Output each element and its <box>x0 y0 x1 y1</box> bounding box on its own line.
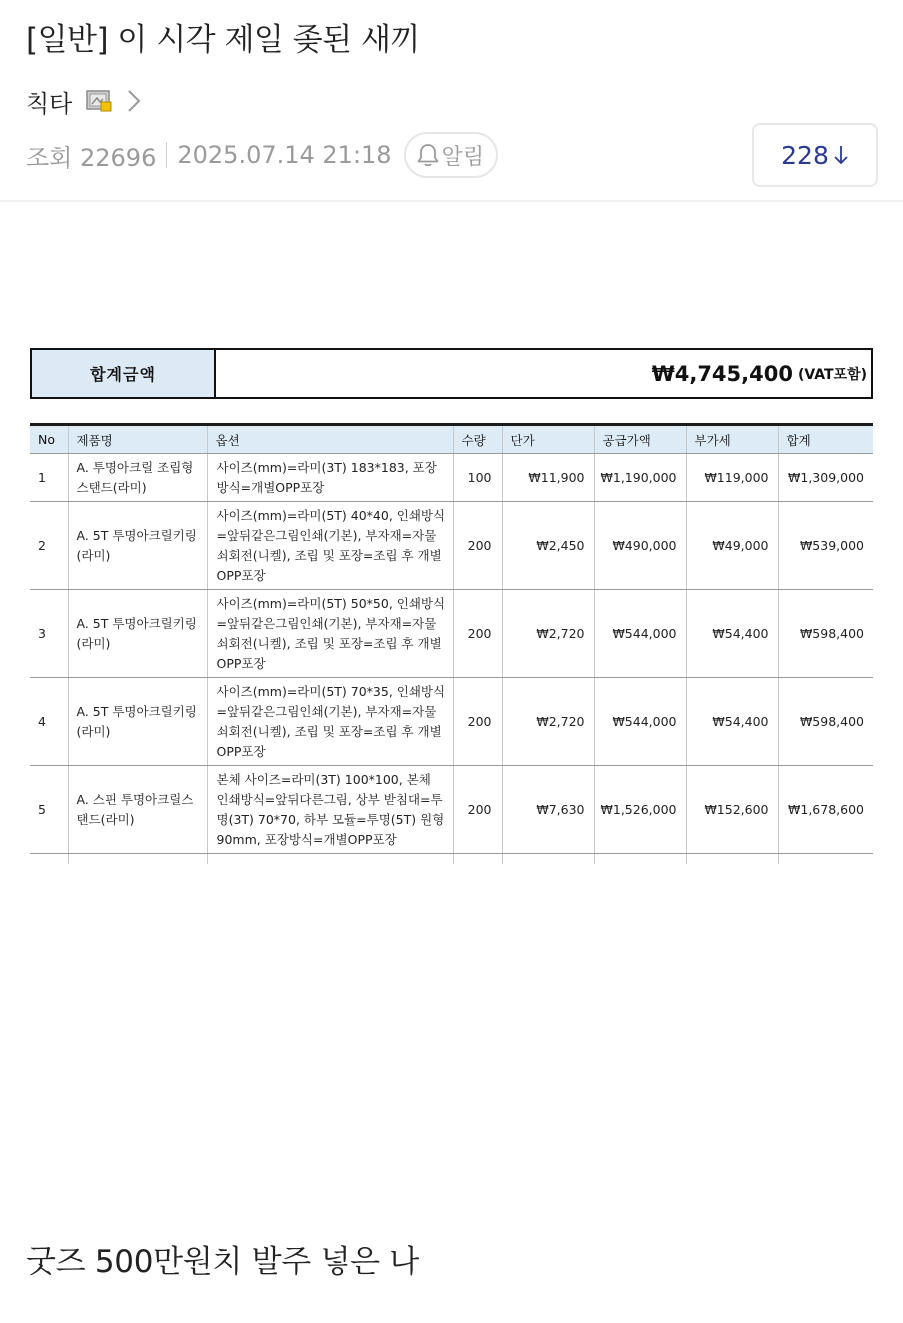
cell-total: ₩598,400 <box>778 590 873 678</box>
cell-total: ₩598,400 <box>778 678 873 766</box>
column-header: 단가 <box>502 425 594 454</box>
cell-unit-price: ₩2,450 <box>502 502 594 590</box>
cell-option: 사이즈(mm)=라미(5T) 70*35, 인쇄방식=앞뒤같은그림인쇄(기본), 부자재=자물쇠회전(니켈), 조립 및 포장=조립 후 개별OPP포장 <box>207 678 453 766</box>
cell-product-name: A. 5T 투명아크릴키링(라미) <box>68 502 207 590</box>
cell-total: ₩1,678,600 <box>778 766 873 854</box>
cell-supply-amount: ₩544,000 <box>594 678 686 766</box>
column-header: No <box>30 425 68 454</box>
cell-vat: ₩152,600 <box>686 766 778 854</box>
cell-product-name: A. 5T 투명아크릴키링(라미) <box>68 678 207 766</box>
cell-unit-price: ₩7,630 <box>502 766 594 854</box>
cell-total: ₩1,309,000 <box>778 454 873 502</box>
cell-empty <box>68 854 207 864</box>
meta-divider <box>166 142 167 168</box>
bell-icon <box>416 142 440 168</box>
cell-product-name: A. 투명아크릴 조립형 스탠드(라미) <box>68 454 207 502</box>
cell-unit-price: ₩11,900 <box>502 454 594 502</box>
post-meta <box>26 131 498 179</box>
arrow-down-icon <box>833 144 849 166</box>
column-header: 수량 <box>453 425 502 454</box>
table-row <box>30 590 873 678</box>
column-header: 공급가액 <box>594 425 686 454</box>
cell-supply-amount: ₩1,526,000 <box>594 766 686 854</box>
post-title: [일반] 이 시각 제일 좆된 새끼 <box>26 22 420 58</box>
cell-empty <box>30 854 68 864</box>
user-level-badge-icon <box>86 90 112 112</box>
cell-quantity: 200 <box>453 502 502 590</box>
cell-unit-price: ₩2,720 <box>502 678 594 766</box>
invoice-total-amount: ₩4,745,400 <box>651 361 793 386</box>
cell-product-name: A. 스핀 투명아크릴스탠드(라미) <box>68 766 207 854</box>
comment-count-button[interactable] <box>752 123 878 187</box>
cell-supply-amount: ₩544,000 <box>594 590 686 678</box>
invoice-total-box <box>30 348 873 399</box>
cell-supply-amount: ₩490,000 <box>594 502 686 590</box>
cell-vat: ₩54,400 <box>686 678 778 766</box>
alarm-button[interactable] <box>404 132 499 178</box>
cell-option: 본체 사이즈=라미(3T) 100*100, 본체 인쇄방식=앞뒤다른그림, 상부 받침대=투명(3T) 70*70, 하부 모듈=투명(5T) 원형 90mm, 포장방식=개별OPP포장 <box>207 766 453 854</box>
table-row <box>30 766 873 854</box>
cell-vat: ₩119,000 <box>686 454 778 502</box>
cell-option: 사이즈(mm)=라미(5T) 40*40, 인쇄방식=앞뒤같은그림인쇄(기본), 부자재=자물쇠회전(니켈), 조립 및 포장=조립 후 개별OPP포장 <box>207 502 453 590</box>
cell-quantity: 200 <box>453 590 502 678</box>
author-row[interactable] <box>26 84 144 118</box>
cell-unit-price: ₩2,720 <box>502 590 594 678</box>
cell-empty <box>686 854 778 864</box>
cell-product-name: A. 5T 투명아크릴키링(라미) <box>68 590 207 678</box>
invoice-total-value <box>216 350 871 397</box>
cell-option: 사이즈(mm)=라미(3T) 183*183, 포장방식=개별OPP포장 <box>207 454 453 502</box>
cell-vat: ₩54,400 <box>686 590 778 678</box>
table-row-cutoff <box>30 854 873 864</box>
cell-quantity: 200 <box>453 766 502 854</box>
cell-quantity: 100 <box>453 454 502 502</box>
cell-empty <box>778 854 873 864</box>
post-body-text: 굿즈 500만원치 발주 넣은 나 <box>26 1244 419 1280</box>
table-row <box>30 502 873 590</box>
cell-no: 2 <box>30 502 68 590</box>
post-datetime: 2025.07.14 21:18 <box>177 141 392 169</box>
invoice-total-label: 합계금액 <box>32 350 216 397</box>
cell-no: 3 <box>30 590 68 678</box>
cell-vat: ₩49,000 <box>686 502 778 590</box>
cell-quantity: 200 <box>453 678 502 766</box>
author-name[interactable]: 칙타 <box>26 89 73 118</box>
cell-no: 4 <box>30 678 68 766</box>
invoice-total-vat: (VAT포함) <box>797 366 867 383</box>
table-row <box>30 678 873 766</box>
comment-count: 228 <box>781 140 829 170</box>
cell-empty <box>594 854 686 864</box>
cell-empty <box>453 854 502 864</box>
column-header: 제품명 <box>68 425 207 454</box>
table-row <box>30 454 873 502</box>
header-divider <box>0 200 903 202</box>
invoice-header-row <box>30 425 873 454</box>
chevron-right-icon[interactable] <box>124 86 144 116</box>
cell-no: 5 <box>30 766 68 854</box>
view-count: 조회 22696 <box>26 143 157 172</box>
column-header: 옵션 <box>207 425 453 454</box>
cell-total: ₩539,000 <box>778 502 873 590</box>
column-header: 부가세 <box>686 425 778 454</box>
alarm-label: 알림 <box>441 144 485 170</box>
cell-option: 사이즈(mm)=라미(5T) 50*50, 인쇄방식=앞뒤같은그림인쇄(기본), 부자재=자물쇠회전(니켈), 조립 및 포장=조립 후 개별OPP포장 <box>207 590 453 678</box>
column-header: 합계 <box>778 425 873 454</box>
cell-no: 1 <box>30 454 68 502</box>
invoice-items-table <box>30 423 873 864</box>
cell-supply-amount: ₩1,190,000 <box>594 454 686 502</box>
cell-empty <box>502 854 594 864</box>
cell-empty <box>207 854 453 864</box>
